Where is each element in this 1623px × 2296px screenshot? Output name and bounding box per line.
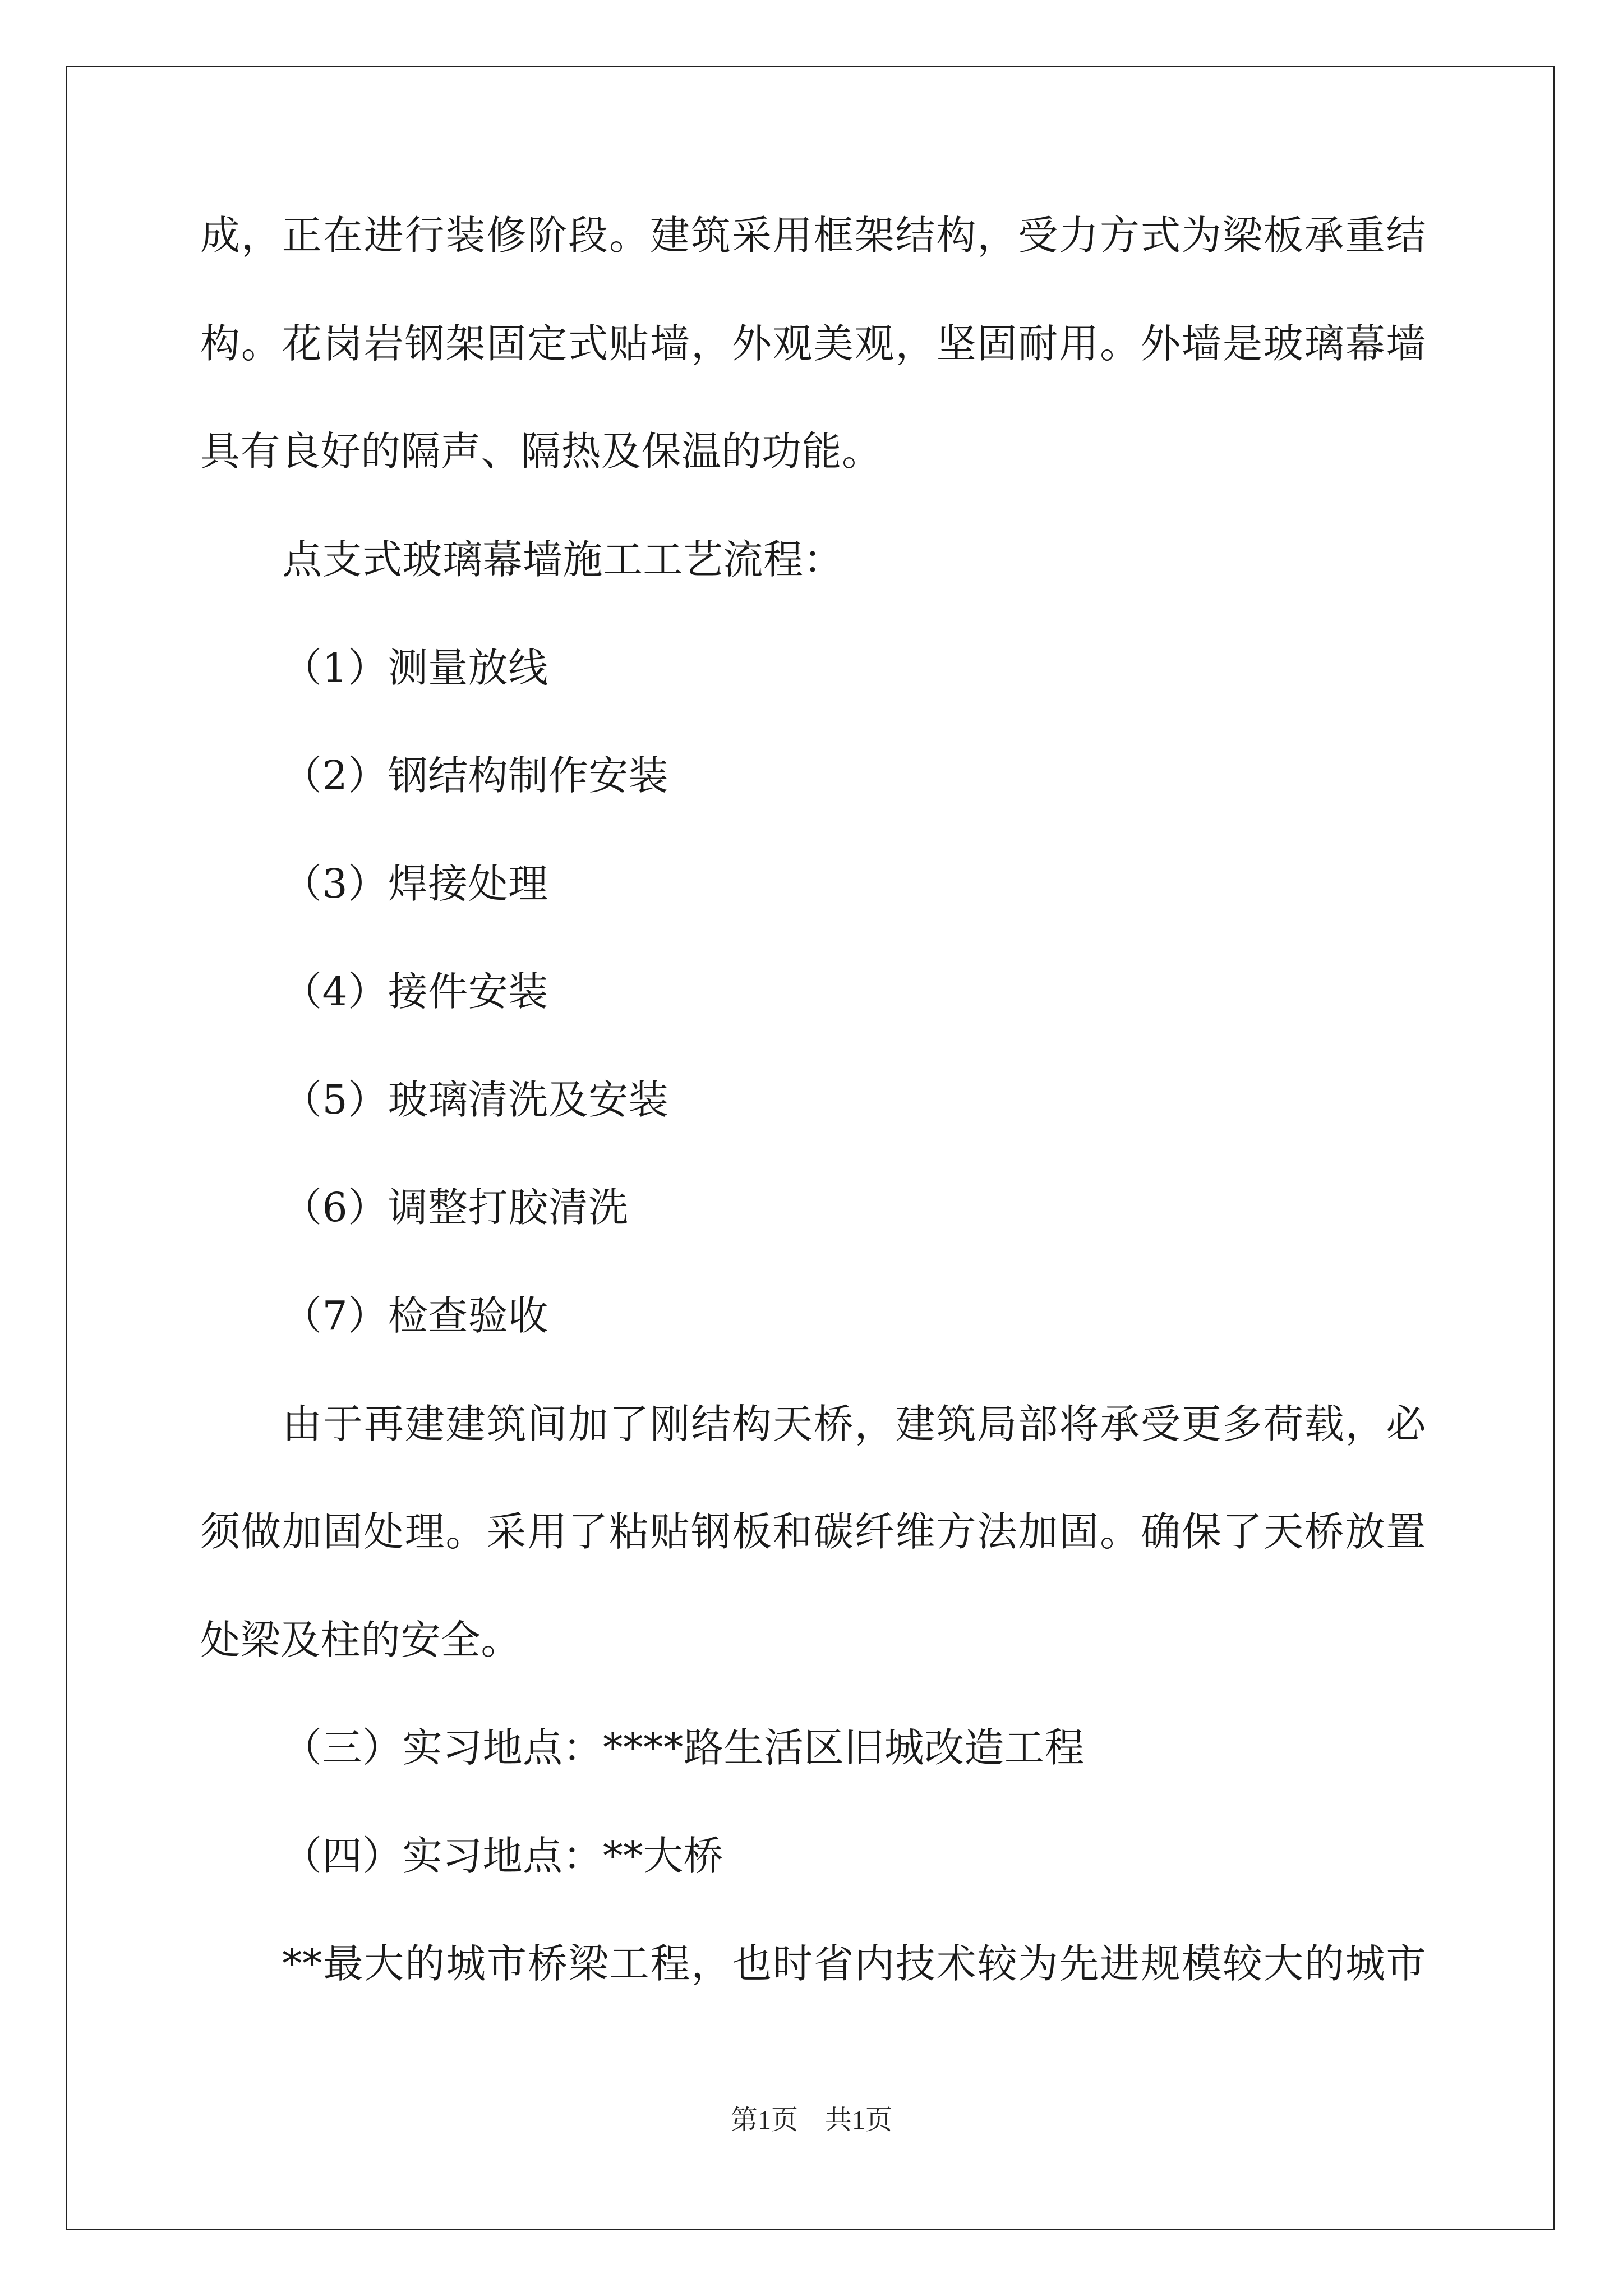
page-total: 共1页	[825, 2105, 893, 2135]
page-number: 第1页	[730, 2105, 798, 2135]
section-heading: 点支式玻璃幕墙施工工艺流程：	[282, 536, 844, 583]
paragraph-line: 由于再建建筑间加了刚结构天桥，建筑局部将承受更多荷载，必	[282, 1401, 1426, 1447]
section-heading: （四）实习地点：**大桥	[282, 1833, 724, 1879]
paragraph-line: 须做加固处理。采用了粘贴钢板和碳纤维方法加固。确保了天桥放置	[200, 1508, 1426, 1555]
paragraph-line: 成，正在进行装修阶段。建筑采用框架结构，受力方式为梁板承重结	[200, 212, 1426, 259]
paragraph-line: 构。花岗岩钢架固定式贴墙，外观美观，坚固耐用。外墙是玻璃幕墙	[200, 320, 1426, 367]
list-item: （4）接件安装	[282, 968, 548, 1015]
list-item: （2）钢结构制作安装	[282, 752, 669, 799]
section-heading: （三）实习地点：****路生活区旧城改造工程	[282, 1724, 1085, 1771]
page-border	[66, 66, 1555, 2230]
paragraph-line: **最大的城市桥梁工程，也时省内技术较为先进规模较大的城市	[282, 1940, 1426, 1987]
list-item: （1）测量放线	[282, 645, 548, 691]
list-item: （5）玻璃清洗及安装	[282, 1076, 669, 1123]
list-item: （6）调整打胶清洗	[282, 1184, 629, 1231]
list-item: （3）焊接处理	[282, 861, 548, 907]
page-footer	[0, 2104, 1623, 2137]
paragraph-line: 具有良好的隔声、隔热及保温的功能。	[200, 428, 882, 475]
list-item: （7）检查验收	[282, 1292, 548, 1339]
paragraph-line: 处梁及柱的安全。	[200, 1617, 522, 1663]
